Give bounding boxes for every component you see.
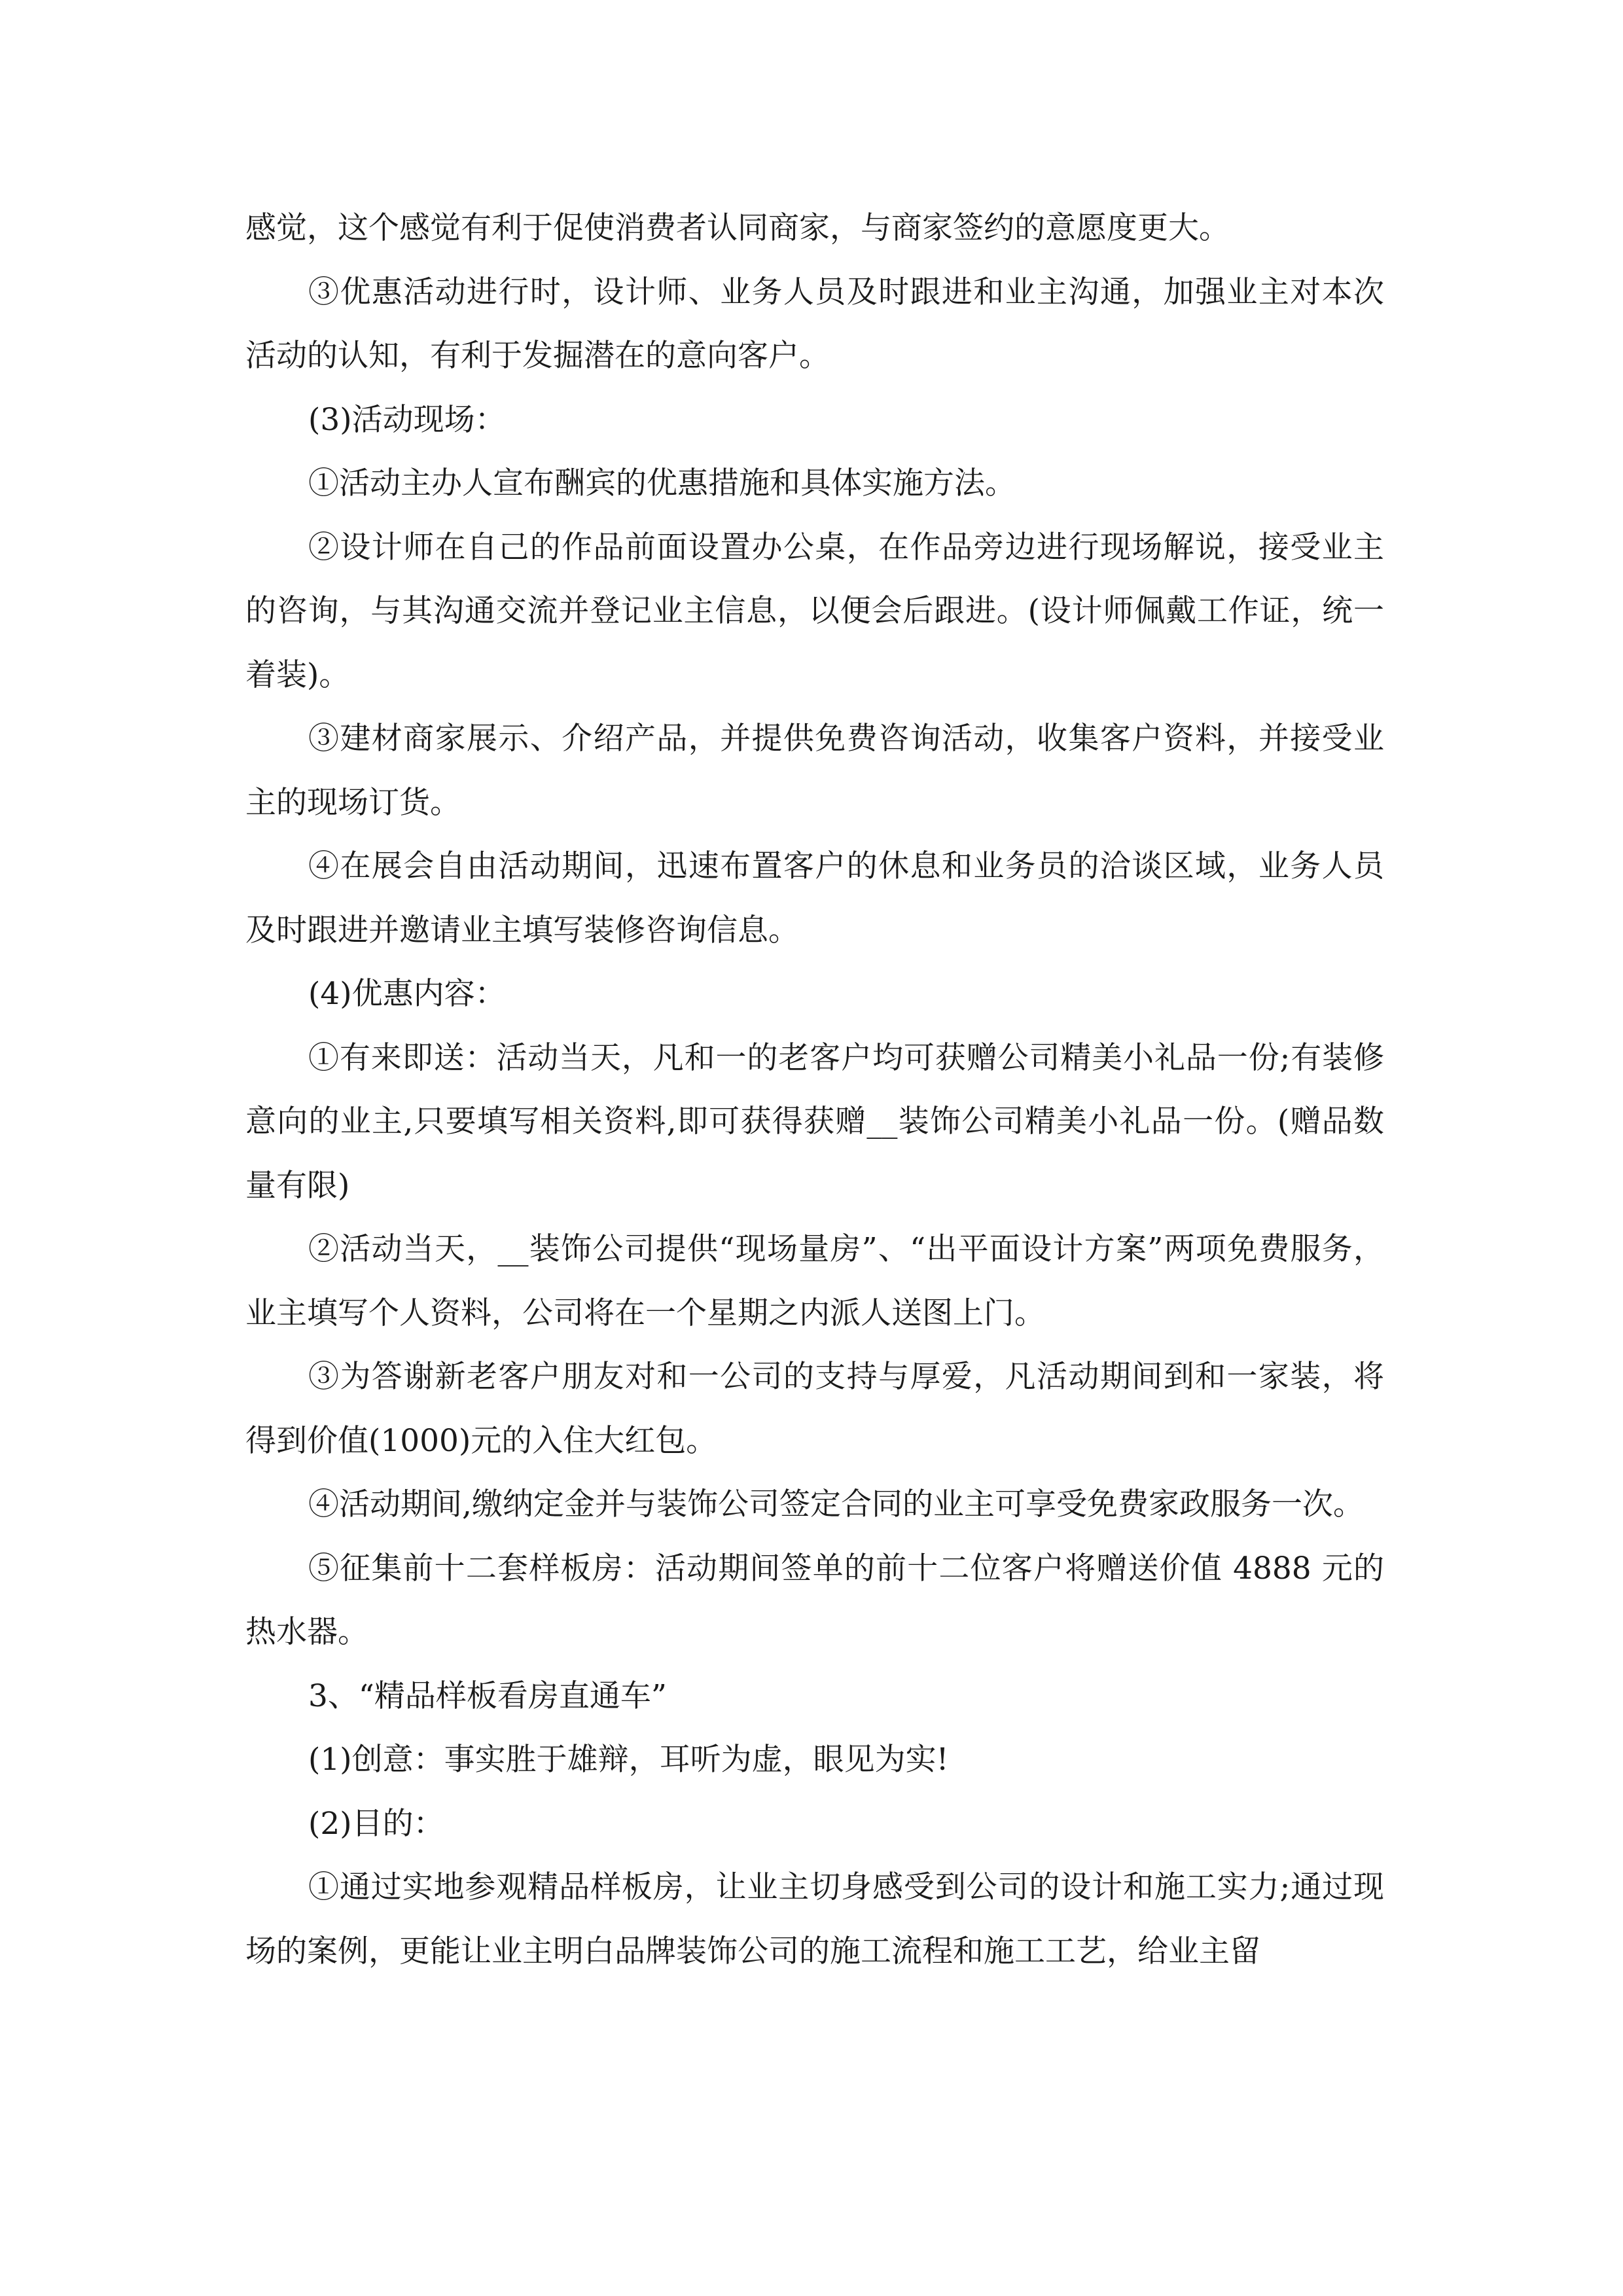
paragraph-continuation: 感觉，这个感觉有利于促使消费者认同商家，与商家签约的意愿度更大。 xyxy=(245,210,1230,246)
paragraph-item: ③优惠活动进行时，设计师、业务人员及时跟进和业主沟通，加强业主对本次活动的认知，有利于发掘潜在的意向客户。 xyxy=(245,274,1384,374)
paragraph-item: ②活动当天，__装饰公司提供“现场量房”、“出平面设计方案”两项免费服务，业主填写个人资料，公司将在一个星期之内派人送图上门。 xyxy=(245,1231,1384,1331)
paragraph-item: ③建材商家展示、介绍产品，并提供免费咨询活动，收集客户资料，并接受业主的现场订货。 xyxy=(245,721,1384,821)
section-heading-activity-site: (3)活动现场： xyxy=(308,401,506,438)
paragraph-item: ⑤征集前十二套样板房：活动期间签单的前十二位客户将赠送价值 4888 元的热水器。 xyxy=(245,1550,1384,1650)
section-heading-discounts: (4)优惠内容： xyxy=(308,976,506,1012)
paragraph-item: ②设计师在自己的作品前面设置办公桌，在作品旁边进行现场解说，接受业主的咨询，与其沟通交流并登记业主信息，以便会后跟进。(设计师佩戴工作证，统一着装)。 xyxy=(245,529,1384,693)
section-heading-showroom-shuttle: 3、“精品样板看房直通车” xyxy=(308,1677,667,1714)
paragraph-item: ①通过实地参观精品样板房，让业主切身感受到公司的设计和施工实力;通过现场的案例，更能让业主明白品牌装饰公司的施工流程和施工工艺，给业主留 xyxy=(245,1869,1384,1969)
paragraph-item: ①活动主办人宣布酬宾的优惠措施和具体实施方法。 xyxy=(308,465,1016,501)
paragraph-item: ④活动期间,缴纳定金并与装饰公司签定合同的业主可享受免费家政服务一次。 xyxy=(308,1486,1364,1522)
section-heading-purpose: (2)目的： xyxy=(308,1805,444,1842)
paragraph-item: ③为答谢新老客户朋友对和一公司的支持与厚爱，凡活动期间到和一家装，将得到价值(1000)元的入住大红包。 xyxy=(245,1359,1384,1459)
paragraph-item: ④在展会自由活动期间，迅速布置客户的休息和业务员的洽谈区域，业务人员及时跟进并邀请业主填写装修咨询信息。 xyxy=(245,848,1384,948)
document-page xyxy=(245,196,1384,1983)
paragraph-item: ①有来即送：活动当天，凡和一的老客户均可获赠公司精美小礼品一份;有装修意向的业主,只要填写相关资料,即可获得获赠__装饰公司精美小礼品一份。(赠品数量有限) xyxy=(245,1039,1384,1204)
section-heading-idea: (1)创意：事实胜于雄辩，耳听为虚，眼见为实! xyxy=(308,1742,949,1778)
